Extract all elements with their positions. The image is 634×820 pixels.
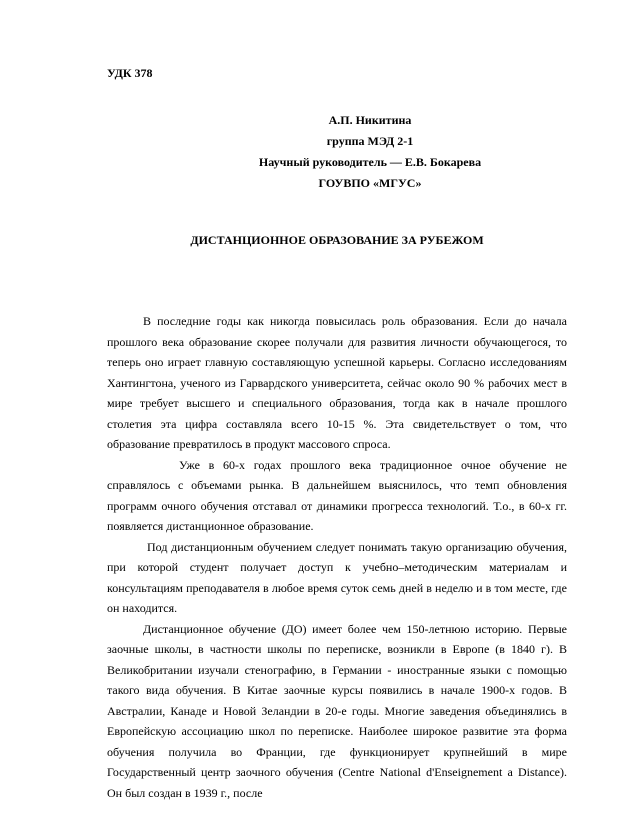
paragraph: Дистанционное обучение (ДО) имеет более чем 150-летнюю историю. Первые заочные школы, в частности школы по переписке, возникли в Европе (в 1840 г). В Великобритании изучали стенографию, в Германии - иностранные языки с помощью такого вида обучения. В Китае заочные курсы появились в начале 1900-х годов. В Австралии, Канаде и Новой Зеландии в 20-е годы. Многие заведения объединялись в Европейскую ассоциацию школ по переписке. Наиболее широкое развитие эта форма обучения получила во Франции, где функционирует крупнейший в мире Государственный центр заочного обучения (Centre National d'Enseignement a Distance). Он был создан в 1939 г., после bbox=[107, 621, 567, 800]
paragraph: В последние годы как никогда повысилась роль образования. Если до начала прошлого века образование скорее получали для развития личности обучающегося, то теперь оно играет главную составляющую успешной карьеры. Согласно исследованиям Хантингтона, ученого из Гарвардского университета, сейчас около 90 % рабочих мест в мире требует высшего и специального образования, тогда как в начале прошлого столетия эта цифра составляла всего 10-15 %. Эта свидетельствует о том, что образование превратилось в продукт массового спроса. bbox=[107, 314, 567, 451]
author-name: А.П. Никитина bbox=[328, 113, 412, 127]
author-block bbox=[150, 110, 590, 194]
paragraph: Уже в 60-х годах прошлого века традиционное очное обучение не справлялось с объемами рынка. В дальнейшем выяснилось, что темп обновления программ очного обучения отставал от динамики прогресса технологий. Т.о., в 60-х гг. появляется дистанционное образование. bbox=[107, 457, 567, 533]
author-group: группа МЭД 2-1 bbox=[326, 134, 414, 148]
scientific-supervisor: Научный руководитель — Е.В. Бокарева bbox=[258, 155, 482, 169]
paragraph: Под дистанционным обучением следует понимать такую организацию обучения, при которой студент получает доступ к учебно–методическим материалам и консультациям преподавателя в любое время суток семь дней в неделю и в том месте, где он находится. bbox=[107, 539, 567, 615]
article-title: ДИСТАНЦИОННОЕ ОБРАЗОВАНИЕ ЗА РУБЕЖОМ bbox=[190, 233, 484, 247]
institution: ГОУВПО «МГУС» bbox=[318, 176, 422, 190]
article-body bbox=[107, 311, 567, 803]
udk-code: УДК 378 bbox=[107, 66, 153, 80]
